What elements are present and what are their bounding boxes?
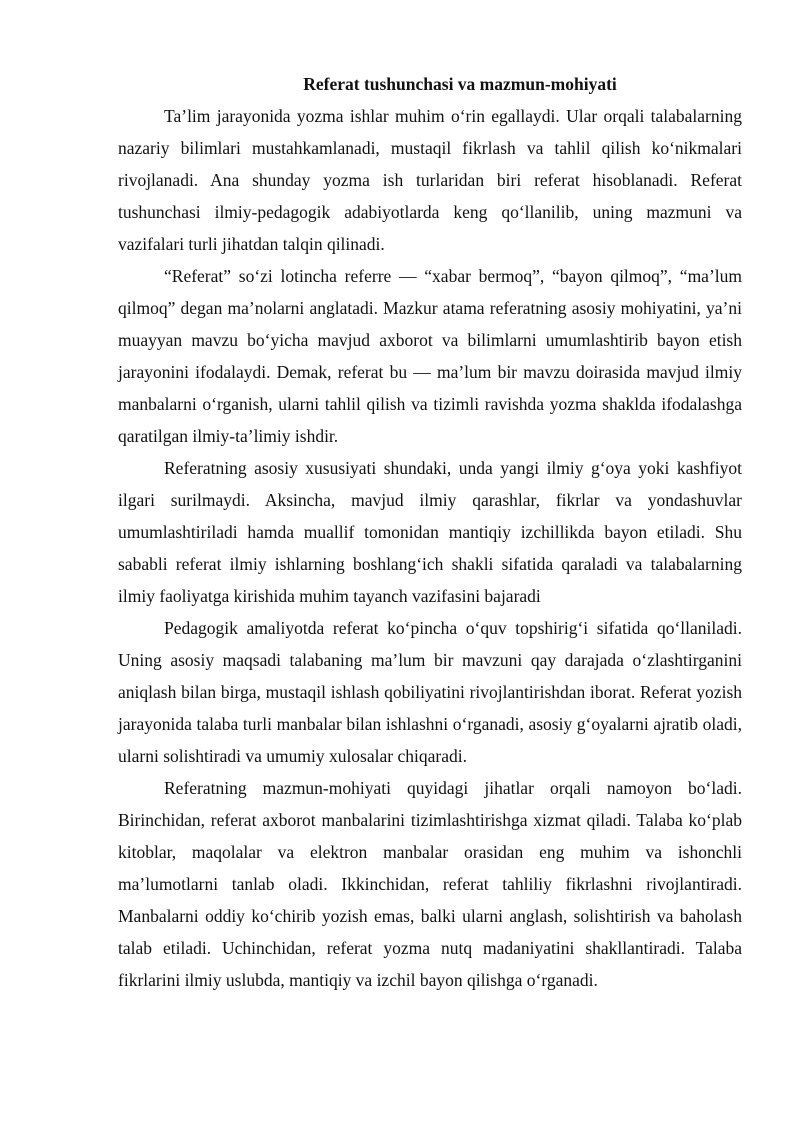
- document-title: Referat tushunchasi va mazmun-mohiyati: [303, 74, 617, 94]
- paragraph-2: “Referat” so‘zi lotincha referre — “xabar bermoq”, “bayon qilmoq”, “ma’lum qilmoq” degan ma’nolarni anglatadi. Mazkur atama referatning asosiy mohiyatini, ya’ni muayyan mavzu bo‘yicha mavjud axborot va bilimlarni umumlashtirib bayon etish jarayonini ifodalaydi. Demak, referat bu — ma’lum bir mavzu doirasida mavjud ilmiy manbalarni o‘rganish, ularni tahlil qilish va tizimli ravishda yozma shaklda ifodalashga qaratilgan ilmiy-ta’limiy ishdir.: [118, 266, 742, 446]
- paragraph-1: Ta’lim jarayonida yozma ishlar muhim o‘rin egallaydi. Ular orqali talabalarning nazariy bilimlari mustahkamlanadi, mustaqil fikrlash va tahlil qilish ko‘nikmalari rivojlanadi. Ana shunday yozma ish turlaridan biri referat hisoblanadi. Referat tushunchasi ilmiy-pedagogik adabiyotlarda keng qo‘llanilib, uning mazmuni va vazifalari turli jihatdan talqin qilinadi.: [118, 106, 742, 254]
- paragraph-3: Referatning asosiy xususiyati shundaki, unda yangi ilmiy g‘oya yoki kashfiyot ilgari surilmaydi. Aksincha, mavjud ilmiy qarashlar, fikrlar va yondashuvlar umumlashtiriladi hamda muallif tomonidan mantiqiy izchillikda bayon etiladi. Shu sababli referat ilmiy ishlarning boshlang‘ich shakli sifatida qaraladi va talabalarning ilmiy faoliyatga kirishida muhim tayanch vazifasini bajaradi: [118, 458, 742, 606]
- paragraph-4: Pedagogik amaliyotda referat ko‘pincha o‘quv topshirig‘i sifatida qo‘llaniladi. Uning asosiy maqsadi talabaning ma’lum bir mavzuni qay darajada o‘zlashtirganini aniqlash bilan birga, mustaqil ishlash qobiliyatini rivojlantirishdan iborat. Referat yozish jarayonida talaba turli manbalar bilan ishlashni o‘rganadi, asosiy g‘oyalarni ajratib oladi, ularni solishtiradi va umumiy xulosalar chiqaradi.: [118, 618, 742, 766]
- document-page: [118, 68, 742, 996]
- paragraph-5: Referatning mazmun-mohiyati quyidagi jihatlar orqali namoyon bo‘ladi. Birinchidan, referat axborot manbalarini tizimlashtirishga xizmat qiladi. Talaba ko‘plab kitoblar, maqolalar va elektron manbalar orasidan eng muhim va ishonchli ma’lumotlarni tanlab oladi. Ikkinchidan, referat tahliliy fikrlashni rivojlantiradi. Manbalarni oddiy ko‘chirib yozish emas, balki ularni anglash, solishtirish va baholash talab etiladi. Uchinchidan, referat yozma nutq madaniyatini shakllantiradi. Talaba fikrlarini ilmiy uslubda, mantiqiy va izchil bayon qilishga o‘rganadi.: [118, 778, 742, 990]
